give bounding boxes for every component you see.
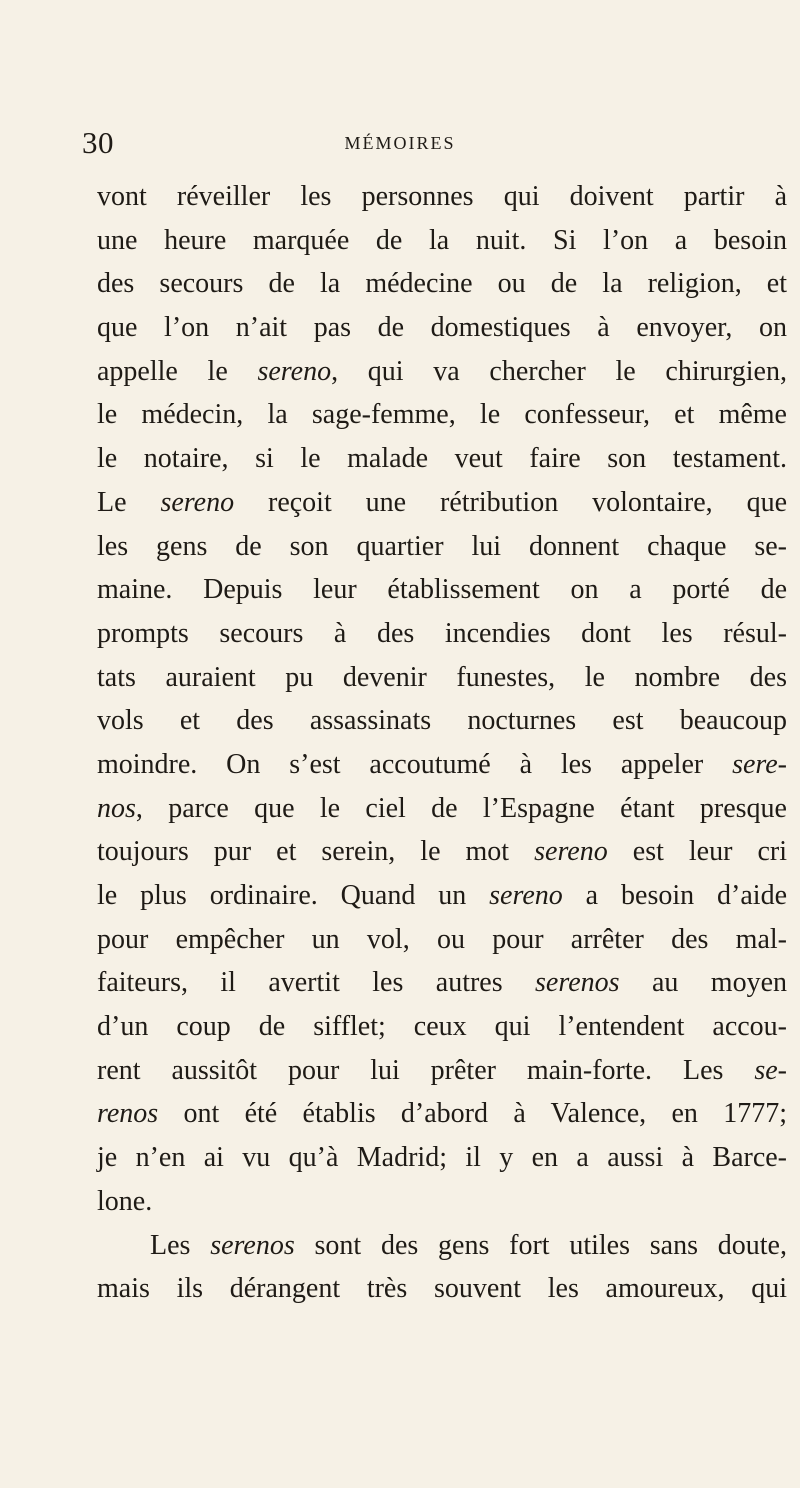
text-line: prompts secours à des incendies dont les résul- [97,617,787,649]
text-run: Les [150,1229,211,1261]
text-line [97,481,787,525]
italic-term: sere- [732,748,787,780]
text-line: vols et des assassinats nocturnes est beaucoup [97,705,787,737]
text-line: pour empêcher un vol, ou pour arrêter des mal- [97,923,787,955]
text-line: que l’on n’ait pas de domestiques à envoyer, on [97,312,787,344]
text-run: moindre. On s’est accoutumé à les appeler [97,748,733,780]
text-line: vont réveiller les personnes qui doivent partir à [97,181,787,212]
italic-term: nos [97,792,136,824]
text-run: appelle le [97,355,258,387]
text-run: sont des gens fort utiles sans doute, [294,1229,787,1261]
text-run: ont été établis d’abord à Valence, en 1777; [158,1098,787,1130]
text-run: toujours pur et serein, le mot [97,836,535,868]
text-line: une heure marquée de la nuit. Si l’on a besoin [97,224,787,256]
running-title: MÉMOIRES [344,133,456,153]
italic-term: serenos [210,1229,295,1261]
italic-term: sereno [160,486,235,518]
text-run: , parce que le ciel de l’Espagne étant presque [135,792,787,824]
text-line [97,350,787,394]
italic-term: sereno [257,355,332,387]
text-line [97,787,787,831]
text-run: faiteurs, il avertit les autres [97,967,536,999]
text-run: reçoit une rétribution volontaire, que [234,486,788,518]
text-run: Le [97,486,161,518]
text-line [97,1224,787,1268]
text-run: a besoin d’aide [562,880,787,911]
text-run: le plus ordinaire. Quand un [97,880,490,911]
text-line: d’un coup de sifflet; ceux qui l’entendent accou- [97,1011,787,1043]
italic-term: sereno [534,836,608,868]
text-line [97,961,787,1005]
text-line: je n’en ai vu qu’à Madrid; il y en a aussi à Barce- [97,1142,787,1174]
text-line: tats auraient pu devenir funestes, le nombre des [97,661,787,693]
text-line: le notaire, si le malade veut faire son testament. [97,443,787,475]
italic-term: renos [97,1098,159,1130]
page-number: 30 [82,125,114,160]
text-run: , qui va chercher le chirurgien, [331,355,787,387]
text-run: rent aussitôt pour lui prêter main-forte. Les [97,1054,755,1086]
text-line [97,1092,787,1136]
text-run: est leur cri [607,836,787,868]
italic-term: sereno [489,880,563,911]
text-line [97,874,787,918]
body-text [97,175,787,1311]
text-line: lone. [97,1185,153,1217]
text-run: au moyen [619,967,787,999]
italic-term: se- [754,1054,787,1086]
page-header [0,125,800,160]
text-line: les gens de son quartier lui donnent chaque se- [97,530,787,562]
text-line: des secours de la médecine ou de la religion, et [97,268,787,300]
italic-term: serenos [535,967,620,999]
text-line: mais ils dérangent très souvent les amoureux, qui [97,1273,787,1305]
text-line: maine. Depuis leur établissement on a porté de [97,574,787,606]
text-line: le médecin, la sage-femme, le confesseur, et même [97,399,787,431]
text-line [97,743,787,787]
text-line [97,830,787,874]
text-line [97,1049,787,1093]
